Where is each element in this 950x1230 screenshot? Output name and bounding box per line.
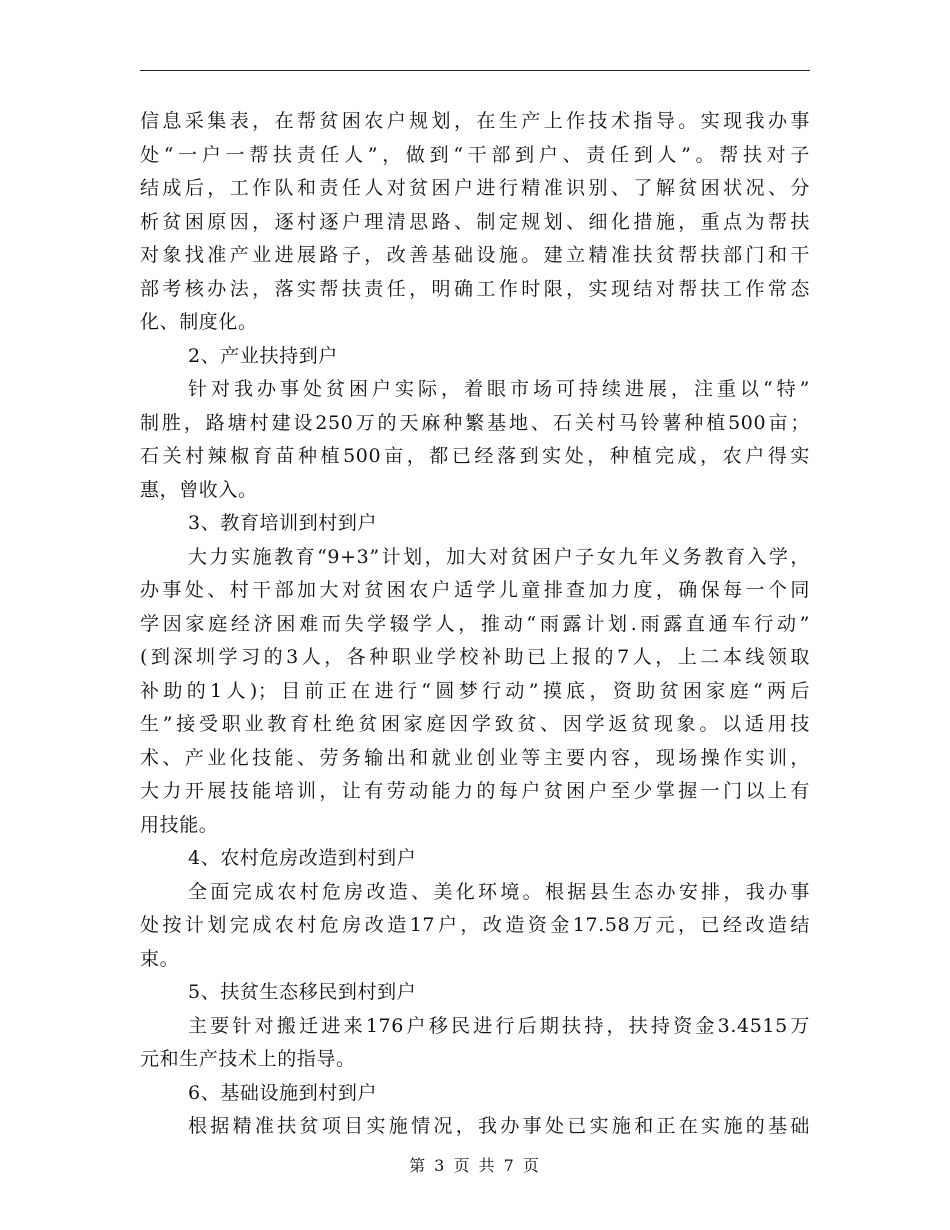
text-line: 6、基础设施到村到户 — [188, 1081, 378, 1104]
text-line: 制胜，路塘村建设250万的天麻种繁基地、石关村马铃薯种植500亩； — [140, 411, 810, 434]
text-line: 全面完成农村危房改造、美化环境。根据县生态办安排，我办事 — [188, 880, 810, 903]
text-line: 信息采集表，在帮贫困农户规划，在生产上作技术指导。实现我办事 — [140, 110, 810, 132]
text-line: 生”接受职业教育杜绝贫困家庭因学致贫、因学返贫现象。以适用技 — [140, 713, 810, 735]
text-line: 5、扶贫生态移民到村到户 — [188, 981, 417, 1003]
text-line: 部考核办法，落实帮扶责任，明确工作时限，实现结对帮扶工作常态 — [140, 277, 810, 300]
text-line: 元和生产技术上的指导。 — [140, 1048, 356, 1070]
text-line: 束。 — [140, 947, 180, 970]
page-footer: 第 3 页 共 7 页 — [409, 1156, 541, 1175]
text-line: 学因家庭经济困难而失学辍学人，推动“雨露计划.雨露直通车行动” — [140, 612, 810, 635]
text-line: 处按计划完成农村危房改造17户，改造资金17.58万元，已经改造结 — [140, 914, 810, 936]
text-line: 用技能。 — [140, 813, 219, 836]
document-body — [140, 105, 810, 1144]
text-line: (到深圳学习的3人，各种职业学校补助已上报的7人，上二本线领取 — [140, 646, 810, 668]
text-line: 办事处、村干部加大对贫困农户适学儿童排查加力度，确保每一个同 — [140, 579, 810, 601]
text-line: 石关村辣椒育苗种植500亩，都已经落到实处，种植完成，农户得实 — [140, 445, 810, 467]
text-line: 3、教育培训到村到户 — [188, 512, 378, 534]
text-line: 补助的1人)；目前正在进行“圆梦行动”摸底，资助贫困家庭“两后 — [140, 679, 810, 702]
text-line: 针对我办事处贫困户实际，着眼市场可持续进展，注重以“特” — [188, 378, 810, 400]
text-line: 结成后，工作队和责任人对贫困户进行精准识别、了解贫困状况、分 — [140, 177, 810, 199]
text-line: 术、产业化技能、劳务输出和就业创业等主要内容，现场操作实训， — [140, 746, 810, 769]
header-rule — [140, 70, 810, 71]
text-line: 大力实施教育“9+3”计划，加大对贫困户子女九年义务教育入学， — [188, 545, 810, 568]
text-line: 惠，曾收入。 — [140, 478, 258, 501]
text-line: 4、农村危房改造到村到户 — [188, 847, 417, 869]
text-line: 析贫困原因，逐村逐户理清思路、制定规划、细化措施，重点为帮扶 — [140, 210, 810, 233]
text-line: 主要针对搬迁进来176户移民进行后期扶持，扶持资金3.4515万 — [188, 1014, 810, 1037]
text-line: 化、制度化。 — [140, 311, 258, 333]
text-line: 处“一户一帮扶责任人”，做到“干部到户、责任到人”。帮扶对子 — [140, 143, 810, 166]
text-line: 根据精准扶贫项目实施情况，我办事处已实施和正在实施的基础 — [188, 1115, 810, 1137]
text-line: 大力开展技能培训，让有劳动能力的每户贫困户至少掌握一门以上有 — [140, 780, 810, 802]
text-line: 对象找准产业进展路子，改善基础设施。建立精准扶贫帮扶部门和干 — [140, 244, 810, 266]
text-line: 2、产业扶持到户 — [188, 344, 338, 367]
